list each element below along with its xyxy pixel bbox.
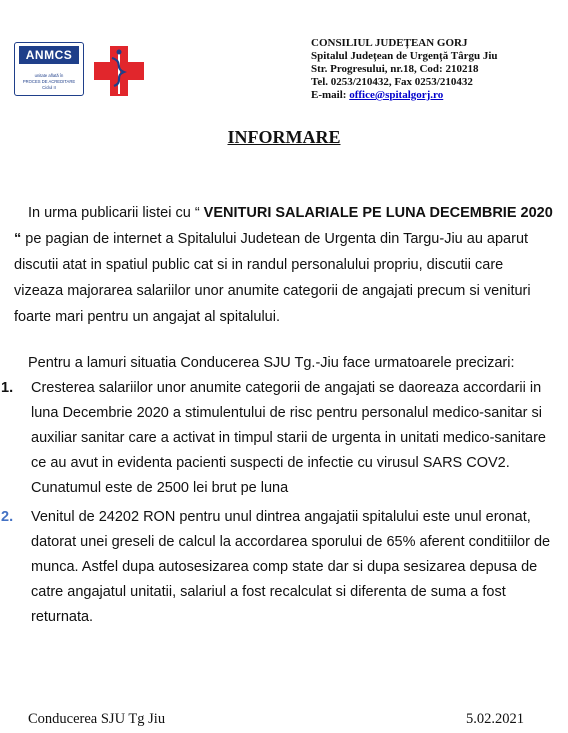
header-address: Str. Progresului, nr.18, Cod: 210218 <box>311 63 479 75</box>
header-phone: Tel. 0253/210432, Fax 0253/210432 <box>311 76 473 88</box>
anmcs-logo-text: ANMCS <box>19 46 79 64</box>
list-item-text: Cresterea salariilor unor anumite categorii de angajati se daoreaza accordarii in luna Decembrie 2020 a stimulentului de risc pentru personalul medico-sanitar si auxiliar sanitar care a activat in timpul starii de urgenta in unitati medico-sanitare ce au avut in evidenta pacienti suspecti de infectie cu virusul SARS COV2. Cunatumul este de 2500 lei brut pe luna <box>31 380 546 496</box>
document-date: 5.02.2021 <box>466 711 524 727</box>
page-title: INFORMARE <box>227 127 341 147</box>
anmcs-tagline-2: PROCES DE ACREDITARE <box>22 79 76 84</box>
medical-cross-icon <box>90 44 152 98</box>
list-item-number: 1. <box>1 380 14 396</box>
list-item-number: 2. <box>1 509 14 525</box>
email-link[interactable]: office@spitalgorj.ro <box>349 89 444 101</box>
hospital-logo <box>14 42 162 100</box>
header-email <box>311 89 561 102</box>
header-council: CONSILIUL JUDEȚEAN GORJ <box>311 37 468 49</box>
anmcs-accreditation-logo <box>14 42 84 96</box>
header-hospital: Spitalul Județean de Urgență Târgu Jiu <box>311 50 498 62</box>
email-label: E-mail: <box>311 89 350 101</box>
signature: Conducerea SJU Tg Jiu <box>28 711 166 727</box>
clarification-paragraph: Pentru a lamuri situatia Conducerea SJU Tg.-Jiu face urmatoarele precizari: <box>28 355 515 371</box>
anmcs-tagline-3: Ciclul II <box>42 85 56 90</box>
anmcs-tagline-1: unitate aflată în <box>34 73 64 78</box>
intro-text-rest: pe pagian de internet a Spitalului Judetean de Urgenta din Targu-Jiu au aparut discutii atat in spatiul public cat si in randul personalului propriu, discutii care vizeaza majorarea salariilor unor anumite categorii de angajati precum si venituri foarte mari pentru un angajat al spitalului. <box>14 231 531 325</box>
intro-paragraph <box>14 200 554 330</box>
institution-header <box>311 37 561 102</box>
list-item-text: Venitul de 24202 RON pentru unul dintrea angajatii spitalului este unul eronat, datorat unei greseli de calcul la accordarea sporului de 65% aferent conditiilor de munca. Astfel dupa autosesizarea comp state dar si dupa sesizarea depusa de catre angajatul unitatii, salariul a fost recalculat si diferenta de suma a fost returnata. <box>31 509 551 625</box>
intro-bold-phrase: VENITURI SALARIALE PE LUNA DECEMBRIE 2020 “ <box>14 205 553 247</box>
intro-text-start: In urma publicarii listei cu “ <box>28 205 204 221</box>
